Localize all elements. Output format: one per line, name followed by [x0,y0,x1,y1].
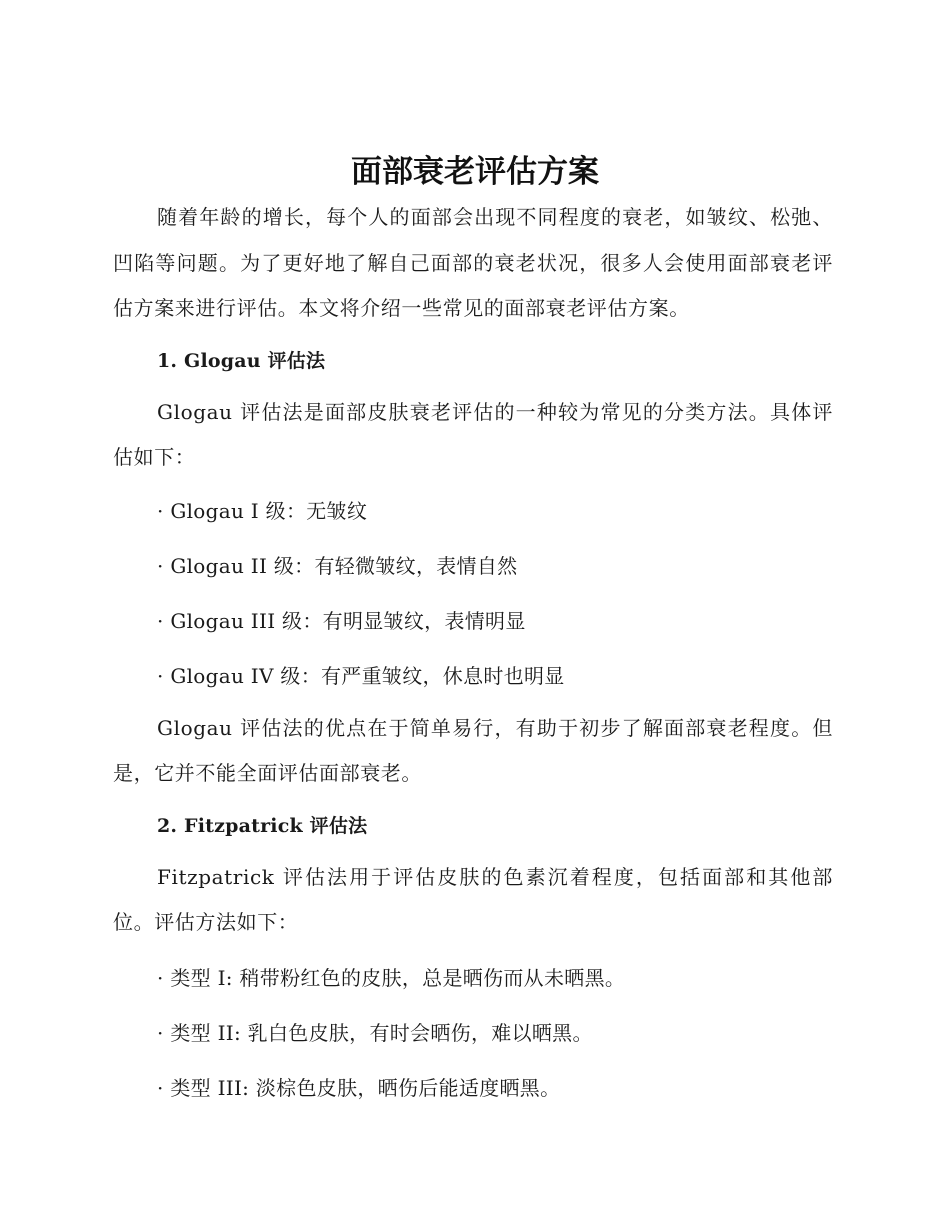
list-item: · Glogau IV 级：有严重皱纹，休息时也明显 [157,663,565,688]
list-item: · Glogau I 级：无皱纹 [157,498,368,523]
section-description-fitzpatrick: Fitzpatrick 评估法用于评估皮肤的色素沉着程度，包括面部和其他部位。评估方法如下： [113,864,833,934]
list-item: · Glogau II 级：有轻微皱纹，表情自然 [157,553,518,578]
document-title: 面部衰老评估方案 [351,154,599,190]
document-body [113,195,833,1121]
list-item: · Glogau III 级：有明显皱纹，表情明显 [157,608,526,633]
section-heading-glogau: 1. Glogau 评估法 [157,349,326,372]
list-item: · 类型 III: 淡棕色皮肤，晒伤后能适度晒黑。 [157,1075,561,1100]
section-conclusion-glogau: Glogau 评估法的优点在于简单易行，有助于初步了解面部衰老程度。但是，它并不能全面评估面部衰老。 [113,715,833,785]
list-item: · 类型 II: 乳白色皮肤，有时会晒伤，难以晒黑。 [157,1020,593,1045]
intro-paragraph: 随着年龄的增长，每个人的面部会出现不同程度的衰老，如皱纹、松弛、凹陷等问题。为了更好地了解自己面部的衰老状况，很多人会使用面部衰老评估方案来进行评估。本文将介绍一些常见的面部衰老评估方案。 [113,205,833,320]
section-description-glogau: Glogau 评估法是面部皮肤衰老评估的一种较为常见的分类方法。具体评估如下： [113,399,833,469]
list-item: · 类型 I: 稍带粉红色的皮肤，总是晒伤而从未晒黑。 [157,965,626,990]
section-heading-fitzpatrick: 2. Fitzpatrick 评估法 [157,814,368,837]
